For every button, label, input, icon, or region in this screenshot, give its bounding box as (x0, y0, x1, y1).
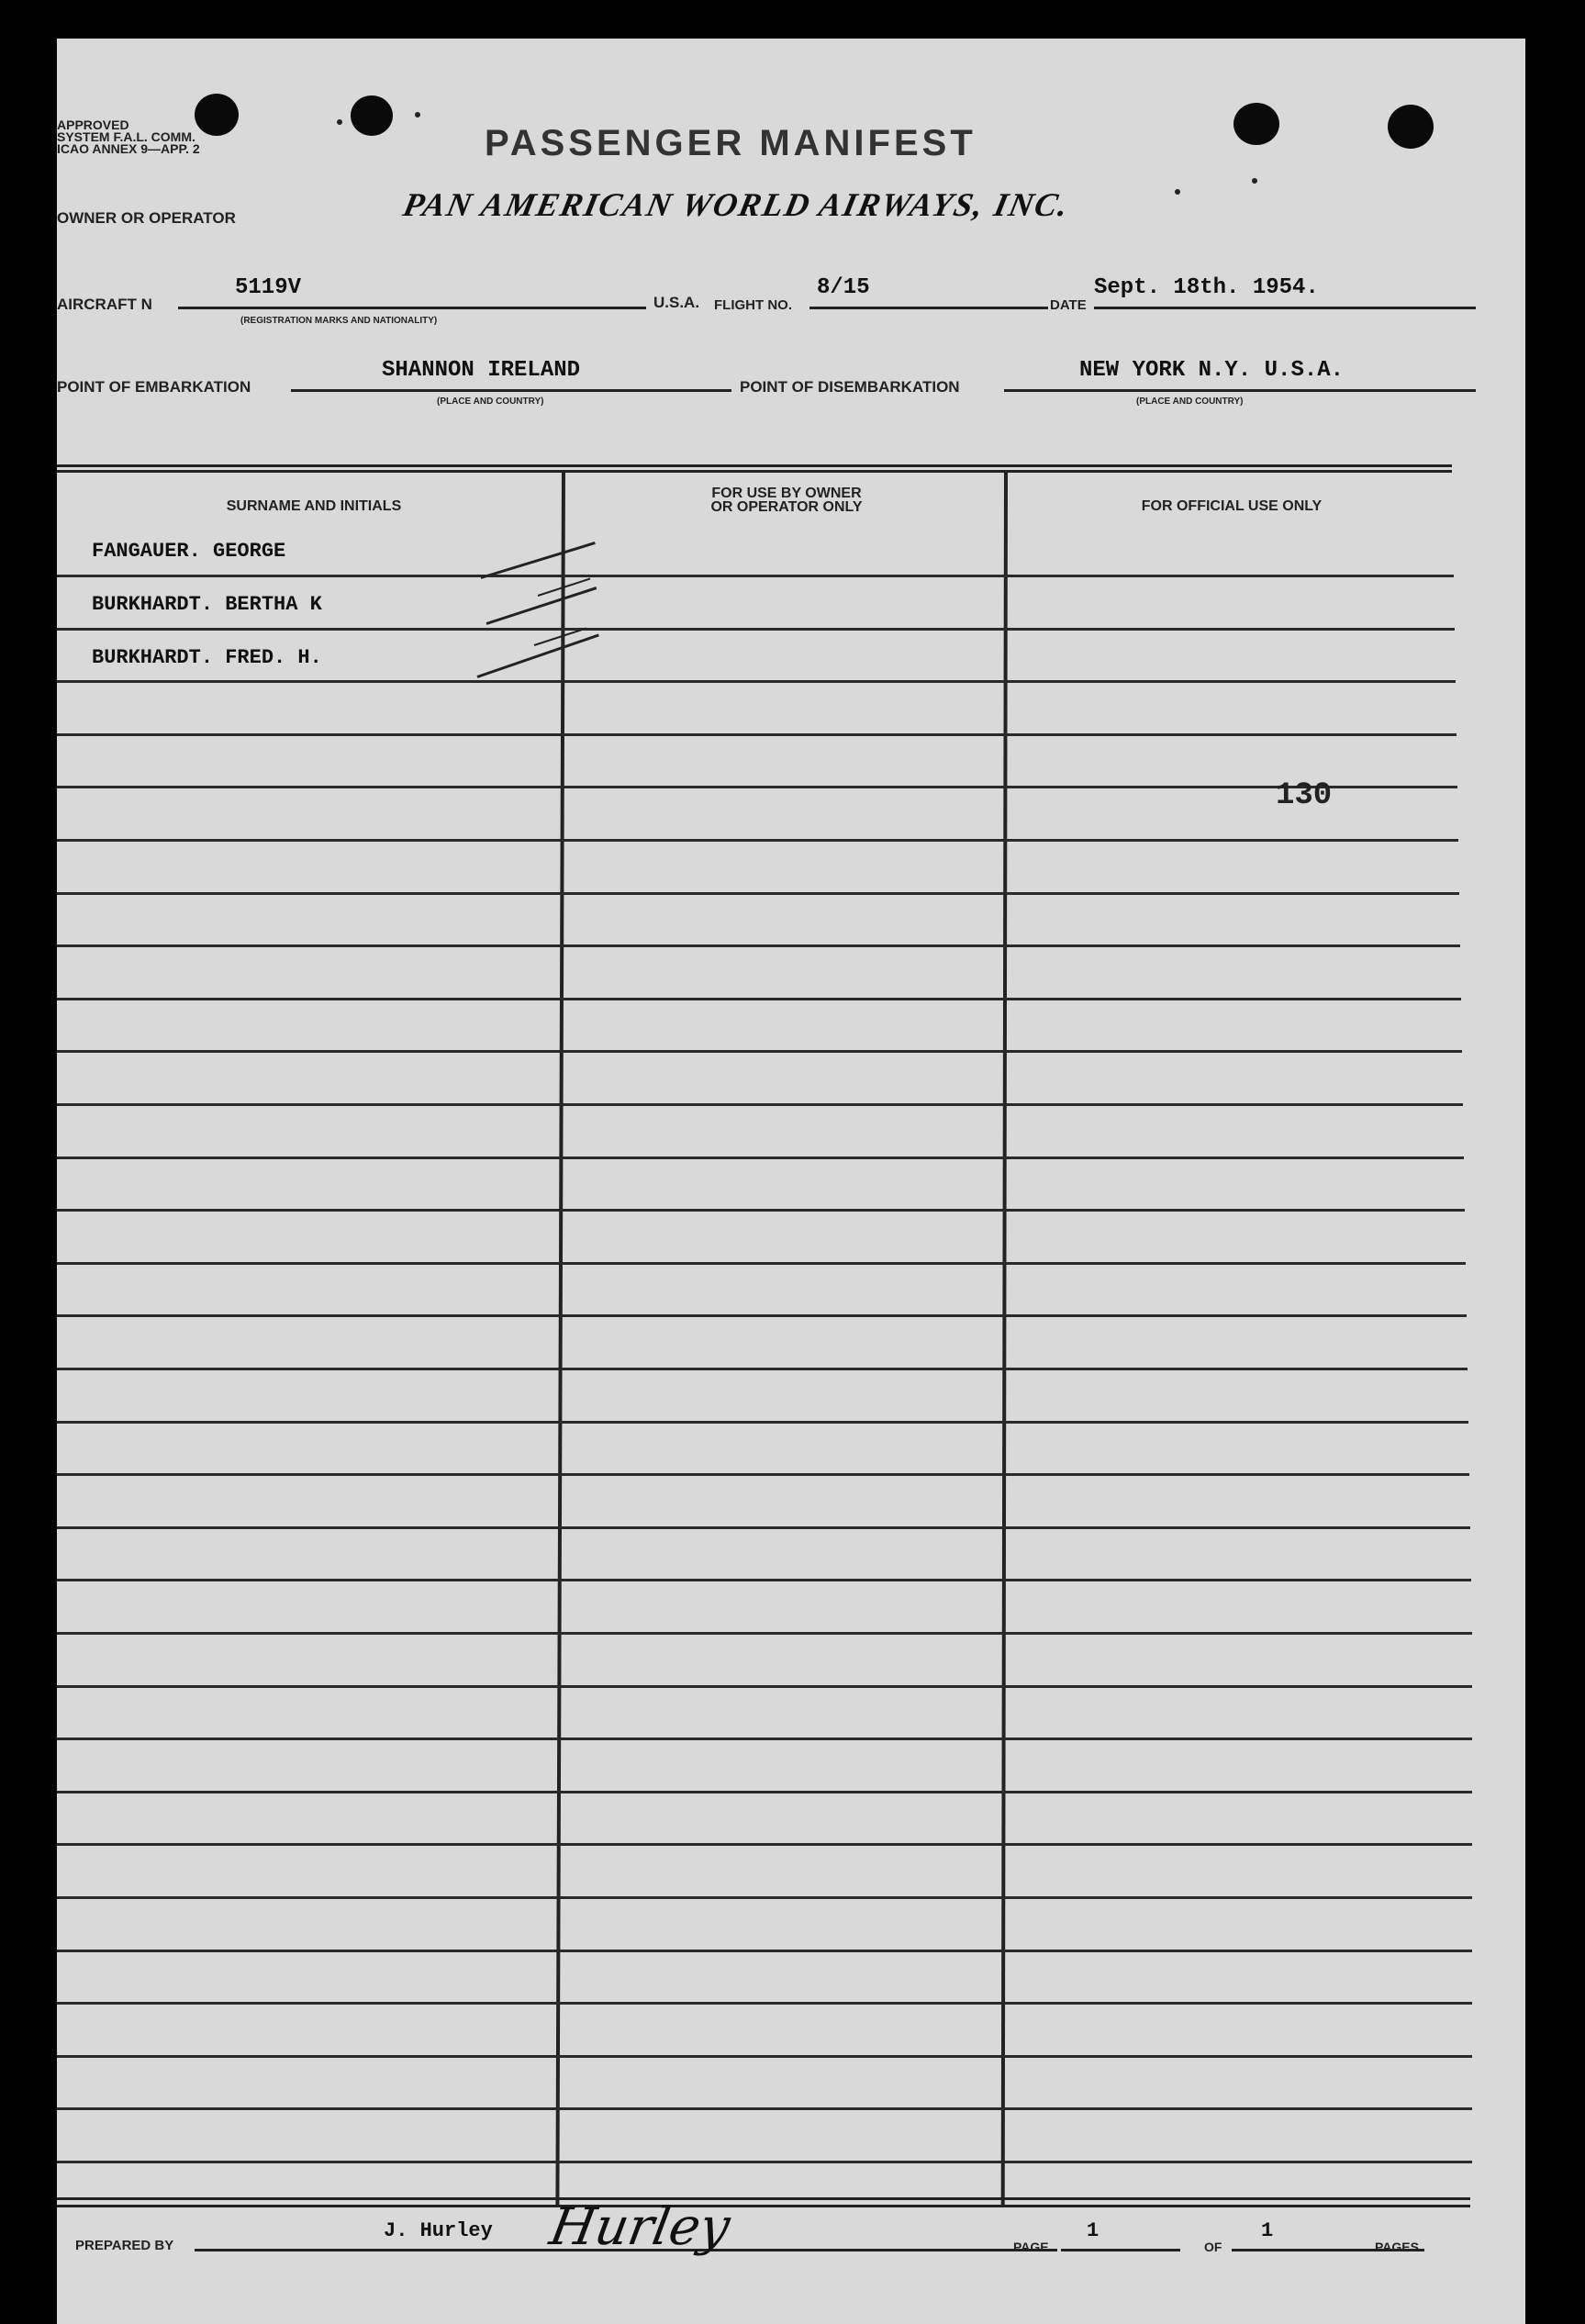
row-rule (57, 1209, 1465, 1212)
row-rule (57, 1262, 1466, 1265)
row-rule (57, 680, 1456, 683)
row-rule (57, 733, 1457, 736)
passenger-row-2: BURKHARDT. BERTHA K (92, 593, 322, 616)
table-top-rule-2 (57, 470, 1452, 473)
check-mark (477, 634, 599, 678)
official-note: 130 (1276, 778, 1333, 813)
row-rule (57, 1950, 1472, 1952)
punch-hole (351, 95, 393, 136)
row-rule (57, 1103, 1463, 1106)
punch-hole (195, 94, 239, 136)
disembarkation-label: POINT OF DISEMBARKATION (740, 378, 960, 396)
country-label: U.S.A. (653, 294, 700, 311)
embarkation-label: POINT OF EMBARKATION (57, 378, 251, 396)
row-rule (57, 839, 1458, 842)
row-rule (57, 998, 1461, 1000)
row-rule (57, 1156, 1464, 1159)
row-rule (57, 944, 1460, 947)
aircraft-value: 5119V (235, 275, 302, 300)
column-divider-1 (555, 470, 565, 2205)
of-label: OF (1204, 2240, 1222, 2254)
form-title: PASSENGER MANIFEST (485, 123, 977, 163)
company-name: PAN AMERICAN WORLD AIRWAYS, INC. (399, 186, 1074, 223)
passenger-row-3: BURKHARDT. FRED. H. (92, 646, 322, 669)
disembarkation-sublabel: (PLACE AND COUNTRY) (1136, 397, 1244, 407)
row-rule (57, 1473, 1469, 1476)
surname-column-header: SURNAME AND INITIALS (226, 498, 402, 514)
page-value: 1 (1087, 2219, 1099, 2242)
row-rule (57, 575, 1454, 577)
embarkation-sublabel: (PLACE AND COUNTRY) (437, 397, 544, 407)
disembarkation-value: NEW YORK N.Y. U.S.A. (1079, 358, 1345, 383)
punch-hole (1233, 103, 1279, 145)
row-rule (57, 1791, 1472, 1793)
disembarkation-underline (1004, 389, 1476, 392)
row-rule (57, 786, 1457, 788)
row-rule (57, 1737, 1472, 1740)
embarkation-value: SHANNON IRELAND (382, 358, 581, 383)
page-underline (1061, 2249, 1180, 2251)
row-rule (57, 1526, 1470, 1529)
speck (1252, 178, 1257, 184)
column-divider-2 (1001, 470, 1008, 2205)
embarkation-underline (291, 389, 731, 392)
speck (1175, 189, 1180, 195)
table-top-rule (57, 464, 1452, 467)
row-rule (57, 2002, 1472, 2005)
row-rule (57, 1632, 1472, 1635)
row-rule (57, 1368, 1468, 1370)
row-rule (57, 1685, 1472, 1688)
aircraft-sublabel: (REGISTRATION MARKS AND NATIONALITY) (240, 316, 438, 326)
row-rule (57, 1896, 1472, 1899)
speck (337, 119, 342, 125)
owner-operator-label: OWNER OR OPERATOR (57, 209, 236, 227)
aircraft-underline (178, 307, 646, 309)
manifest-sheet (57, 39, 1525, 2324)
official-use-column-header: FOR OFFICIAL USE ONLY (1141, 498, 1323, 514)
flight-value: 8/15 (817, 275, 870, 300)
approval-note: APPROVED SYSTEM F.A.L. COMM. ICAO ANNEX 9—APP. 2 (57, 117, 200, 156)
date-underline (1094, 307, 1476, 309)
row-rule (57, 2107, 1472, 2110)
row-rule (57, 892, 1459, 895)
row-rule (57, 2055, 1472, 2058)
flight-underline (809, 307, 1048, 309)
prepared-by-label: PREPARED BY (75, 2238, 174, 2253)
date-label: DATE (1050, 297, 1087, 313)
row-rule (57, 1579, 1471, 1581)
row-rule (57, 628, 1455, 631)
row-rule (57, 1314, 1467, 1317)
row-rule (57, 1843, 1472, 1846)
pages-label: PAGES (1375, 2240, 1419, 2254)
check-mark (481, 542, 596, 579)
prepared-by-value: J. Hurley (384, 2219, 493, 2242)
row-rule (57, 1421, 1468, 1424)
table-bottom-rule (57, 2197, 1470, 2200)
passenger-row-1: FANGAUER. GEORGE (92, 540, 286, 563)
preparer-signature: Hurley (545, 2197, 735, 2257)
flight-label: FLIGHT NO. (714, 297, 792, 313)
date-value: Sept. 18th. 1954. (1094, 275, 1319, 300)
table-bottom-rule-2 (57, 2205, 1470, 2207)
punch-hole (1388, 105, 1434, 149)
row-rule (57, 2161, 1472, 2163)
page-label: PAGE (1013, 2240, 1049, 2254)
row-rule (57, 1050, 1462, 1053)
speck (415, 112, 420, 117)
of-value: 1 (1261, 2219, 1274, 2242)
aircraft-label: AIRCRAFT N (57, 296, 152, 313)
owner-use-column-header: FOR USE BY OWNER OR OPERATOR ONLY (710, 486, 863, 515)
